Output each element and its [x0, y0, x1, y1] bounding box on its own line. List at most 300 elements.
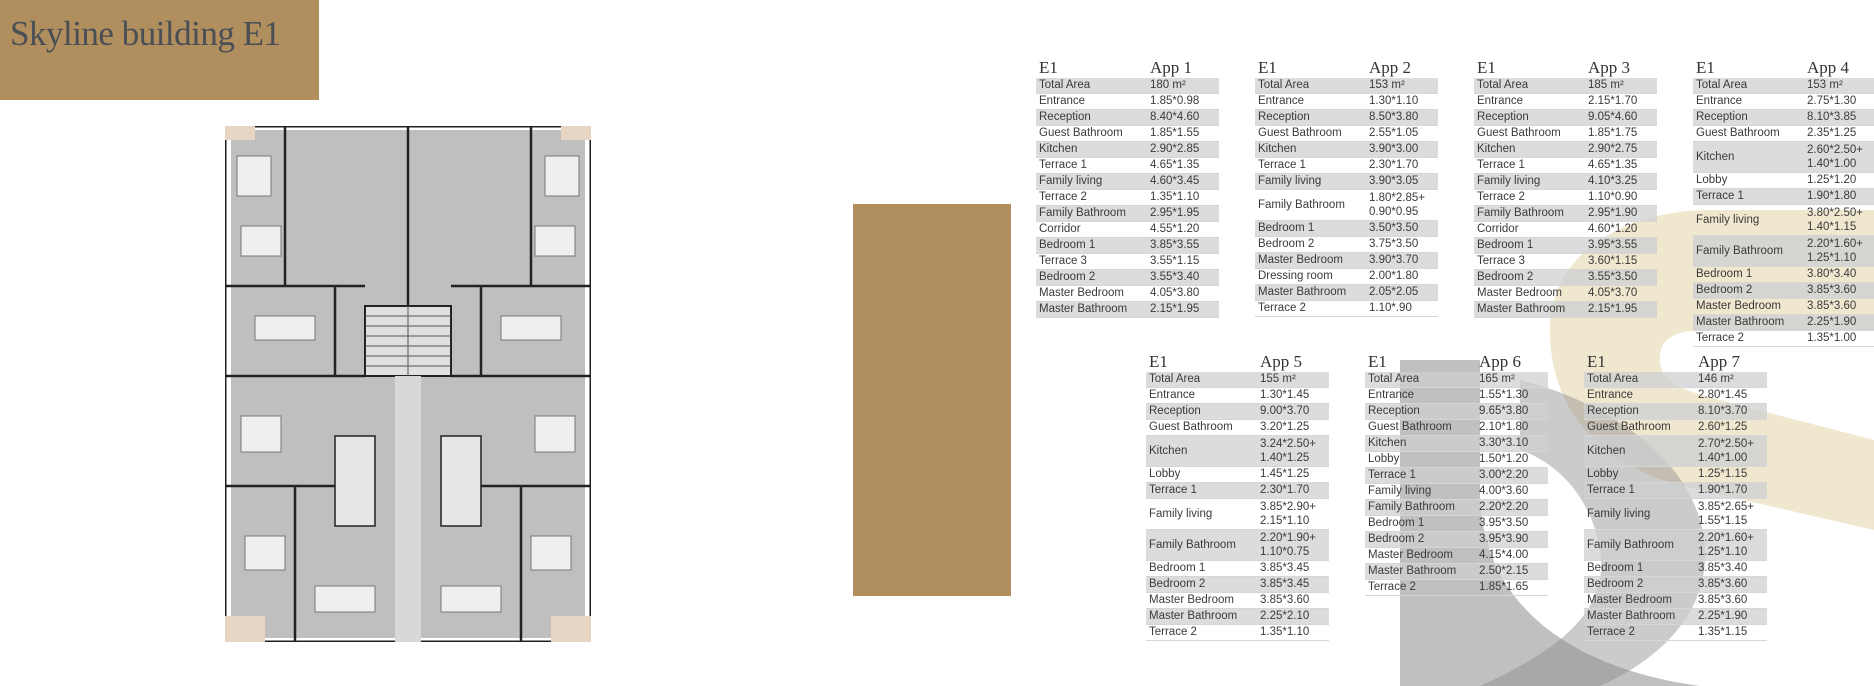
- dimension-line-2: 1.25*1.10: [1698, 546, 1748, 558]
- table-row: [1146, 530, 1329, 561]
- page-title: Skyline building E1: [10, 14, 281, 53]
- room-label: Kitchen: [1587, 445, 1626, 457]
- room-dimension: 2.50*2.15: [1479, 565, 1529, 577]
- room-label: Terrace 1: [1149, 484, 1197, 496]
- table-row: [1693, 189, 1874, 205]
- room-label: Family Bathroom: [1258, 199, 1345, 211]
- apartment-table-app-3: [1474, 58, 1657, 318]
- room-label: Master Bathroom: [1477, 303, 1566, 315]
- dimension-line-1: 3.85*2.65+: [1698, 501, 1754, 513]
- room-dimension: [1804, 205, 1874, 235]
- room-dimension: 3.80*3.40: [1807, 268, 1857, 280]
- room-dimension: 4.05*3.80: [1150, 287, 1200, 299]
- table-row: [1036, 222, 1219, 238]
- room-label: Bedroom 2: [1477, 271, 1534, 283]
- room-label: Reception: [1368, 405, 1420, 417]
- table-row: [1584, 404, 1767, 420]
- room-dimension: 4.60*3.45: [1150, 175, 1200, 187]
- apartment-table-app-7: [1584, 352, 1767, 641]
- room-label: Lobby: [1368, 453, 1400, 465]
- room-label: Master Bedroom: [1587, 594, 1673, 606]
- room-dimension: 3.60*1.15: [1588, 255, 1638, 267]
- room-dimension: 9.05*4.60: [1588, 111, 1638, 123]
- table-row: [1146, 625, 1329, 641]
- building-code: E1: [1368, 352, 1387, 371]
- apartment-label: App 3: [1588, 58, 1631, 77]
- room-label: Entrance: [1039, 95, 1086, 107]
- table-row: [1693, 126, 1874, 142]
- room-dimension: 2.25*1.90: [1698, 610, 1748, 622]
- table-row: [1584, 388, 1767, 404]
- room-dimension: 3.85*3.60: [1260, 594, 1310, 606]
- table-row: [1474, 254, 1657, 270]
- room-label: Bedroom 2: [1368, 533, 1425, 545]
- table-row: [1474, 174, 1657, 190]
- table-row: [1474, 302, 1657, 318]
- apartment-label: App 7: [1698, 352, 1741, 371]
- room-label: Bedroom 2: [1149, 578, 1206, 590]
- table-row: [1584, 625, 1767, 641]
- building-code: E1: [1696, 58, 1715, 77]
- room-dimension: 3.85*3.45: [1260, 562, 1310, 574]
- room-label: Terrace 1: [1258, 159, 1306, 171]
- room-label: Master Bedroom: [1149, 594, 1235, 606]
- room-label: Family Bathroom: [1477, 207, 1564, 219]
- room-label: Terrace 2: [1149, 626, 1197, 638]
- table-header: [1036, 58, 1219, 78]
- table-row: [1146, 436, 1329, 467]
- dimension-line-1: 3.85*2.90+: [1260, 501, 1316, 513]
- room-label: Guest Bathroom: [1368, 421, 1452, 433]
- room-label: Entrance: [1587, 389, 1634, 401]
- room-label: Entrance: [1258, 95, 1305, 107]
- room-label: Total Area: [1258, 79, 1310, 91]
- room-dimension: 153 m²: [1807, 79, 1843, 91]
- dimension-line-1: 2.70*2.50+: [1698, 438, 1754, 450]
- table-row: [1584, 436, 1767, 467]
- table-row: [1036, 190, 1219, 206]
- room-dimension: [1366, 190, 1438, 220]
- room-label: Guest Bathroom: [1696, 127, 1780, 139]
- table-row: [1146, 499, 1329, 530]
- room-label: Reception: [1039, 111, 1091, 123]
- room-dimension: 1.55*1.30: [1479, 389, 1529, 401]
- room-label: Corridor: [1039, 223, 1081, 235]
- room-dimension: 3.95*3.50: [1479, 517, 1529, 529]
- table-row: [1584, 593, 1767, 609]
- table-row: [1693, 94, 1874, 110]
- room-dimension: 1.90*1.70: [1698, 484, 1748, 496]
- room-label: Family Bathroom: [1587, 539, 1674, 551]
- table-row: [1146, 609, 1329, 625]
- room-label: Terrace 1: [1368, 469, 1416, 481]
- room-label: Entrance: [1149, 389, 1196, 401]
- table-row: [1474, 222, 1657, 238]
- dimension-line-1: 2.20*1.90+: [1260, 532, 1316, 544]
- room-label: Master Bathroom: [1587, 610, 1676, 622]
- room-dimension: 3.85*3.45: [1260, 578, 1310, 590]
- room-dimension: 3.85*3.60: [1698, 594, 1748, 606]
- room-dimension: 2.00*1.80: [1369, 270, 1419, 282]
- table-row: [1474, 142, 1657, 158]
- room-label: Family living: [1039, 175, 1103, 187]
- room-dimension: 2.60*1.25: [1698, 421, 1748, 433]
- room-dimension: 2.35*1.25: [1807, 127, 1857, 139]
- table-row: [1036, 142, 1219, 158]
- room-dimension: 3.75*3.50: [1369, 238, 1419, 250]
- room-dimension: 8.40*4.60: [1150, 111, 1200, 123]
- room-dimension: 2.75*1.30: [1807, 95, 1857, 107]
- table-row: [1474, 78, 1657, 94]
- table-row: [1365, 420, 1548, 436]
- room-dimension: 2.55*1.05: [1369, 127, 1419, 139]
- table-row: [1693, 173, 1874, 189]
- room-dimension: 1.10*0.90: [1588, 191, 1638, 203]
- room-dimension: 2.15*1.70: [1588, 95, 1638, 107]
- room-label: Entrance: [1368, 389, 1415, 401]
- room-dimension: 146 m²: [1698, 373, 1734, 385]
- room-dimension: 1.85*1.55: [1150, 127, 1200, 139]
- table-row: [1146, 483, 1329, 499]
- room-label: Family living: [1696, 214, 1760, 226]
- room-dimension: 3.90*3.05: [1369, 175, 1419, 187]
- table-row: [1693, 236, 1874, 267]
- dimension-line-2: 1.40*1.00: [1807, 158, 1857, 170]
- table-row: [1255, 301, 1438, 317]
- room-label: Bedroom 1: [1039, 239, 1096, 251]
- room-label: Master Bedroom: [1696, 300, 1782, 312]
- room-dimension: 1.35*1.00: [1807, 332, 1857, 344]
- table-row: [1365, 388, 1548, 404]
- room-dimension: [1257, 499, 1329, 529]
- room-dimension: 1.50*1.20: [1479, 453, 1529, 465]
- table-row: [1365, 372, 1548, 388]
- room-label: Total Area: [1368, 373, 1420, 385]
- room-dimension: 3.50*3.50: [1369, 222, 1419, 234]
- room-dimension: 1.45*1.25: [1260, 468, 1310, 480]
- room-label: Total Area: [1696, 79, 1748, 91]
- room-dimension: 180 m²: [1150, 79, 1186, 91]
- room-dimension: 3.20*1.25: [1260, 421, 1310, 433]
- table-row: [1474, 190, 1657, 206]
- table-row: [1146, 561, 1329, 577]
- room-label: Kitchen: [1258, 143, 1297, 155]
- table-row: [1365, 484, 1548, 500]
- room-label: Lobby: [1587, 468, 1619, 480]
- room-dimension: 2.30*1.70: [1260, 484, 1310, 496]
- room-dimension: 4.55*1.20: [1150, 223, 1200, 235]
- room-label: Master Bathroom: [1039, 303, 1128, 315]
- table-row: [1146, 577, 1329, 593]
- room-dimension: 155 m²: [1260, 373, 1296, 385]
- apartment-table-app-2: [1255, 58, 1438, 317]
- room-dimension: 2.25*1.90: [1807, 316, 1857, 328]
- room-dimension: 3.90*3.00: [1369, 143, 1419, 155]
- room-label: Total Area: [1149, 373, 1201, 385]
- table-row: [1584, 561, 1767, 577]
- room-dimension: 1.25*1.20: [1807, 174, 1857, 186]
- table-row: [1584, 467, 1767, 483]
- apartment-table-app-4: [1693, 58, 1874, 347]
- table-row: [1146, 420, 1329, 436]
- room-dimension: 2.80*1.45: [1698, 389, 1748, 401]
- room-dimension: [1257, 530, 1329, 560]
- building-code: E1: [1258, 58, 1277, 77]
- room-label: Master Bedroom: [1368, 549, 1454, 561]
- room-label: Terrace 1: [1587, 484, 1635, 496]
- table-row: [1693, 299, 1874, 315]
- room-dimension: 9.00*3.70: [1260, 405, 1310, 417]
- table-row: [1036, 286, 1219, 302]
- table-row: [1146, 593, 1329, 609]
- room-dimension: 1.85*1.75: [1588, 127, 1638, 139]
- table-row: [1474, 94, 1657, 110]
- room-label: Kitchen: [1368, 437, 1407, 449]
- room-label: Family Bathroom: [1149, 539, 1236, 551]
- room-label: Master Bathroom: [1149, 610, 1238, 622]
- room-label: Master Bathroom: [1258, 286, 1347, 298]
- room-dimension: 1.10*.90: [1369, 302, 1412, 314]
- room-label: Master Bathroom: [1368, 565, 1457, 577]
- table-row: [1474, 110, 1657, 126]
- dimension-line-2: 1.10*0.75: [1260, 546, 1310, 558]
- room-label: Guest Bathroom: [1039, 127, 1123, 139]
- room-label: Master Bathroom: [1696, 316, 1785, 328]
- apartment-label: App 5: [1260, 352, 1303, 371]
- table-row: [1365, 580, 1548, 596]
- room-dimension: 1.25*1.15: [1698, 468, 1748, 480]
- room-dimension: [1695, 530, 1767, 560]
- table-row: [1365, 500, 1548, 516]
- room-label: Corridor: [1477, 223, 1519, 235]
- room-dimension: 3.95*3.55: [1588, 239, 1638, 251]
- room-label: Entrance: [1477, 95, 1524, 107]
- room-dimension: 3.85*3.55: [1150, 239, 1200, 251]
- table-row: [1693, 142, 1874, 173]
- table-header: [1474, 58, 1657, 78]
- room-label: Reception: [1477, 111, 1529, 123]
- dimension-line-1: 1.80*2.85+: [1369, 192, 1425, 204]
- room-dimension: 4.00*3.60: [1479, 485, 1529, 497]
- table-row: [1255, 174, 1438, 190]
- room-label: Family Bathroom: [1368, 501, 1455, 513]
- room-label: Kitchen: [1696, 151, 1735, 163]
- table-row: [1365, 564, 1548, 580]
- room-dimension: 2.05*2.05: [1369, 286, 1419, 298]
- room-label: Terrace 1: [1477, 159, 1525, 171]
- dimension-line-2: 1.40*1.00: [1698, 452, 1748, 464]
- building-code: E1: [1039, 58, 1058, 77]
- table-row: [1474, 158, 1657, 174]
- room-dimension: 165 m²: [1479, 373, 1515, 385]
- room-label: Guest Bathroom: [1587, 421, 1671, 433]
- apartment-table-app-6: [1365, 352, 1548, 596]
- room-label: Bedroom 2: [1696, 284, 1753, 296]
- room-label: Kitchen: [1039, 143, 1078, 155]
- dimension-line-2: 1.40*1.25: [1260, 452, 1310, 464]
- apartment-table-app-5: [1146, 352, 1329, 641]
- table-row: [1255, 237, 1438, 253]
- table-row: [1365, 532, 1548, 548]
- building-code: E1: [1477, 58, 1496, 77]
- room-dimension: 3.55*3.50: [1588, 271, 1638, 283]
- room-dimension: 185 m²: [1588, 79, 1624, 91]
- room-label: Terrace 2: [1368, 581, 1416, 593]
- room-dimension: [1804, 236, 1874, 266]
- room-label: Terrace 2: [1258, 302, 1306, 314]
- table-row: [1474, 270, 1657, 286]
- dimension-line-1: 2.20*1.60+: [1698, 532, 1754, 544]
- table-row: [1255, 94, 1438, 110]
- table-row: [1584, 372, 1767, 388]
- room-label: Terrace 1: [1696, 190, 1744, 202]
- floor-plan-drawing: [225, 126, 591, 642]
- room-dimension: 3.30*3.10: [1479, 437, 1529, 449]
- table-row: [1584, 499, 1767, 530]
- room-label: Reception: [1258, 111, 1310, 123]
- room-label: Guest Bathroom: [1477, 127, 1561, 139]
- room-label: Guest Bathroom: [1258, 127, 1342, 139]
- room-label: Terrace 2: [1477, 191, 1525, 203]
- room-dimension: 3.85*3.60: [1807, 284, 1857, 296]
- dimension-line-2: 1.55*1.15: [1698, 515, 1748, 527]
- room-label: Bedroom 1: [1696, 268, 1753, 280]
- room-dimension: 3.55*1.15: [1150, 255, 1200, 267]
- room-dimension: [1695, 436, 1767, 466]
- table-row: [1255, 269, 1438, 285]
- room-label: Family living: [1587, 508, 1651, 520]
- room-label: Total Area: [1477, 79, 1529, 91]
- room-label: Lobby: [1149, 468, 1181, 480]
- table-row: [1146, 467, 1329, 483]
- room-dimension: 2.15*1.95: [1150, 303, 1200, 315]
- room-dimension: 3.90*3.70: [1369, 254, 1419, 266]
- room-dimension: 1.30*1.45: [1260, 389, 1310, 401]
- apartment-label: App 6: [1479, 352, 1522, 371]
- title-banner: [0, 0, 319, 100]
- room-label: Terrace 2: [1039, 191, 1087, 203]
- table-row: [1036, 174, 1219, 190]
- room-dimension: 4.05*3.70: [1588, 287, 1638, 299]
- table-row: [1584, 483, 1767, 499]
- room-dimension: 4.10*3.25: [1588, 175, 1638, 187]
- apartment-table-app-1: [1036, 58, 1219, 318]
- room-label: Bedroom 1: [1149, 562, 1206, 574]
- table-row: [1146, 388, 1329, 404]
- room-dimension: 3.00*2.20: [1479, 469, 1529, 481]
- table-header: [1146, 352, 1329, 372]
- room-label: Family living: [1258, 175, 1322, 187]
- table-row: [1255, 110, 1438, 126]
- table-row: [1474, 206, 1657, 222]
- table-row: [1474, 286, 1657, 302]
- room-dimension: 2.20*2.20: [1479, 501, 1529, 513]
- room-dimension: 1.90*1.80: [1807, 190, 1857, 202]
- table-row: [1693, 78, 1874, 94]
- table-row: [1584, 609, 1767, 625]
- room-dimension: 4.65*1.35: [1150, 159, 1200, 171]
- room-label: Terrace 3: [1477, 255, 1525, 267]
- table-row: [1365, 516, 1548, 532]
- room-label: Bedroom 1: [1258, 222, 1315, 234]
- table-row: [1693, 283, 1874, 299]
- room-dimension: 8.10*3.85: [1807, 111, 1857, 123]
- room-dimension: 4.65*1.35: [1588, 159, 1638, 171]
- table-row: [1036, 158, 1219, 174]
- room-dimension: 1.35*1.10: [1150, 191, 1200, 203]
- table-header: [1365, 352, 1548, 372]
- room-dimension: 8.50*3.80: [1369, 111, 1419, 123]
- table-row: [1146, 404, 1329, 420]
- apartment-label: App 2: [1369, 58, 1412, 77]
- room-label: Terrace 2: [1587, 626, 1635, 638]
- room-dimension: 1.30*1.10: [1369, 95, 1419, 107]
- room-label: Lobby: [1696, 174, 1728, 186]
- table-row: [1036, 110, 1219, 126]
- room-dimension: 3.85*3.60: [1807, 300, 1857, 312]
- dimension-line-2: 0.90*0.95: [1369, 206, 1419, 218]
- table-row: [1255, 221, 1438, 237]
- room-dimension: 2.90*2.85: [1150, 143, 1200, 155]
- room-label: Bedroom 1: [1477, 239, 1534, 251]
- room-dimension: [1804, 142, 1874, 172]
- table-header: [1255, 58, 1438, 78]
- room-label: Terrace 3: [1039, 255, 1087, 267]
- room-label: Reception: [1696, 111, 1748, 123]
- room-label: Terrace 2: [1696, 332, 1744, 344]
- table-row: [1365, 404, 1548, 420]
- table-row: [1146, 372, 1329, 388]
- dimension-line-2: 1.25*1.10: [1807, 252, 1857, 264]
- room-label: Kitchen: [1149, 445, 1188, 457]
- table-row: [1365, 548, 1548, 564]
- table-row: [1255, 126, 1438, 142]
- dimension-line-2: 1.40*1.15: [1807, 221, 1857, 233]
- dimension-line-1: 2.20*1.60+: [1807, 238, 1863, 250]
- room-label: Master Bedroom: [1039, 287, 1125, 299]
- room-dimension: 2.30*1.70: [1369, 159, 1419, 171]
- dimension-line-1: 2.60*2.50+: [1807, 144, 1863, 156]
- room-label: Family living: [1149, 508, 1213, 520]
- room-dimension: 2.95*1.95: [1150, 207, 1200, 219]
- room-label: Family living: [1368, 485, 1432, 497]
- room-dimension: 3.55*3.40: [1150, 271, 1200, 283]
- table-row: [1255, 285, 1438, 301]
- apartment-label: App 1: [1150, 58, 1193, 77]
- room-label: Family Bathroom: [1039, 207, 1126, 219]
- room-label: Family Bathroom: [1696, 245, 1783, 257]
- table-row: [1036, 254, 1219, 270]
- room-label: Reception: [1587, 405, 1639, 417]
- room-label: Total Area: [1587, 373, 1639, 385]
- table-row: [1036, 302, 1219, 318]
- room-label: Guest Bathroom: [1149, 421, 1233, 433]
- room-dimension: 8.10*3.70: [1698, 405, 1748, 417]
- room-dimension: 153 m²: [1369, 79, 1405, 91]
- dimension-line-2: 2.15*1.10: [1260, 515, 1310, 527]
- room-dimension: 1.85*0.98: [1150, 95, 1200, 107]
- table-row: [1584, 577, 1767, 593]
- room-label: Reception: [1149, 405, 1201, 417]
- room-dimension: 2.10*1.80: [1479, 421, 1529, 433]
- table-row: [1693, 315, 1874, 331]
- table-row: [1365, 452, 1548, 468]
- table-row: [1036, 78, 1219, 94]
- table-row: [1693, 205, 1874, 236]
- room-label: Master Bedroom: [1477, 287, 1563, 299]
- room-dimension: [1257, 436, 1329, 466]
- room-label: Kitchen: [1477, 143, 1516, 155]
